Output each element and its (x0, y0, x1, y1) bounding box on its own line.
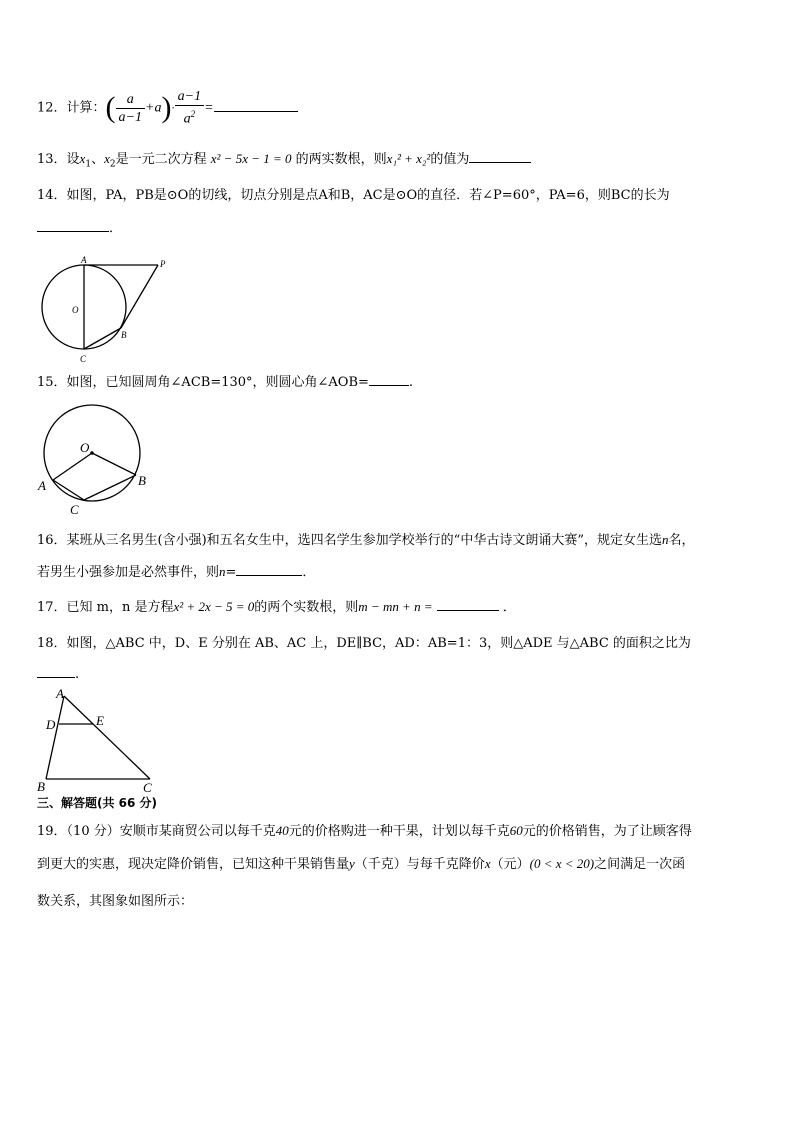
q15-label-c: C (70, 502, 79, 517)
question-19-line-3: 数关系，其图象如图所示： (37, 894, 194, 909)
question-18-line-2: . (37, 666, 79, 684)
q13-sep: 、 (91, 152, 105, 167)
q17-end: ． (502, 600, 516, 615)
q12-equals: = (204, 100, 214, 116)
q18-figure (34, 686, 164, 794)
q16-n: n (661, 532, 669, 547)
q15-answer-blank[interactable] (369, 385, 409, 386)
q12-answer-blank[interactable] (214, 111, 298, 112)
q14-label-b: B (121, 330, 127, 340)
q13-x1: x (79, 151, 86, 166)
q13-text-a: 13．设 (37, 152, 80, 167)
q19-x: x (484, 856, 491, 871)
q16-eq: = (225, 565, 237, 580)
q19-line2-text-b: （千克）与每千克降价 (354, 857, 485, 872)
q17-equation: x² + 2x − 5 = 0 (173, 599, 255, 614)
question-12: 12．计算：( $\frac{a}{a-1}$ +a)· $\frac{a-1}{a^2}$ = (37, 88, 298, 128)
q12-fraction-1: $\frac{a}{a-1}$ (116, 91, 145, 126)
q16-text-end: 名， (668, 533, 695, 548)
question-19-line-1 (37, 822, 692, 841)
question-18-line-1: 18．如图，△ABC 中，D、E 分别在 AB、AC 上，DE∥BC，AD：AB=1：3，则△ADE 与△ABC 的面积之比为 (37, 636, 691, 651)
question-17 (37, 598, 516, 617)
q15-radius-oa (53, 453, 92, 480)
q13-equation: x² − 5x − 1 = 0 (210, 151, 292, 166)
q15-radius-ob (92, 453, 136, 475)
q18-side-ab (46, 696, 64, 779)
q19-line2-text-c: （元） (490, 857, 530, 872)
q15-chord-ac (53, 480, 84, 500)
q17-text-a: 17．已知 m，n 是方程 (37, 600, 174, 615)
q19-text-b: 元的价格购进一种干果，计划以每千克 (288, 824, 510, 839)
q17-answer-blank[interactable] (437, 610, 499, 611)
q18-label-a: A (56, 686, 64, 701)
q16-n2: n (219, 564, 226, 579)
q18-label-d: D (46, 717, 56, 732)
question-16-line-2 (37, 563, 315, 582)
q13-answer-blank[interactable] (469, 162, 531, 163)
q14-label-c: C (80, 354, 87, 364)
q19-y: y (349, 856, 355, 871)
q18-label-b: B (37, 779, 45, 794)
q16-text: 16．某班从三名男生(含小强)和五名女生中，选四名学生参加学校举行的“中华古诗文朗诵大赛”，规定女生选 (37, 533, 662, 548)
q12-plus-a: +a (145, 100, 162, 116)
q18-answer-blank[interactable] (37, 677, 75, 678)
q13-sub2: 2 (109, 159, 116, 170)
q15-label-o: O (80, 440, 90, 455)
q13-text-c: 的两实数根，则 (295, 152, 387, 167)
q12-number: 12．计算： (37, 100, 106, 116)
q15-text: 15．如图，已知圆周角∠ACB=130°，则圆心角∠AOB= (37, 375, 369, 390)
q19-text-c: 元的价格销售，为了让顾客得 (522, 824, 692, 839)
q13-text-d: 的值为 (430, 152, 470, 167)
q17-expression: m − mn + n = (358, 599, 433, 614)
q17-text-b: 的两个实数根，则 (254, 600, 359, 615)
q19-line2-text-a: 到更大的实惠，现决定降价销售，已知这种干果销售量 (37, 857, 350, 872)
q13-x2: x (104, 151, 110, 166)
question-13 (37, 150, 531, 174)
question-15: 15．如图，已知圆周角∠ACB=130°，则圆心角∠AOB= . (37, 375, 414, 390)
question-14-line-2: ． (37, 220, 122, 238)
q12-fraction-2: $\frac{a-1}{a^2}$ (175, 88, 204, 128)
q15-label-b: B (138, 473, 146, 488)
q14-figure (36, 255, 176, 367)
q14-label-p: P (160, 259, 166, 269)
q15-center-dot (90, 451, 94, 455)
q19-60: 60 (509, 823, 523, 838)
q16-end: ． (302, 565, 316, 580)
q16-answer-blank[interactable] (236, 575, 302, 576)
q14-tangent-pb (121, 265, 158, 328)
q14-chord-bc (84, 328, 121, 349)
question-16-line-1 (37, 531, 695, 550)
q19-40: 40 (275, 823, 289, 838)
q14-label-o: O (72, 305, 79, 315)
q19-range: (0 < x < 20) (529, 856, 595, 871)
q13-sub1: 1 (85, 159, 92, 170)
q14-answer-blank[interactable] (37, 231, 109, 232)
q13-text-b: 是一元二次方程 (115, 152, 207, 167)
q15-chord-bc (84, 475, 136, 500)
question-14-line-1: 14．如图，PA，PB是⊙O的切线，切点分别是点A和B，AC是⊙O的直径．若∠P=60°，PA=6，则BC的长为 (37, 188, 670, 203)
q19-line2-text-d: 之间满足一次函 (594, 857, 686, 872)
q18-side-ac (64, 696, 150, 779)
q13-expression: x₁² + x₂² (386, 151, 431, 166)
q18-label-c: C (143, 780, 152, 794)
question-19-line-2 (37, 855, 685, 874)
q18-label-e: E (96, 713, 104, 728)
left-paren: ( (105, 91, 116, 124)
q15-figure (34, 400, 159, 520)
q19-text-a: 19．（10 分）安顺市某商贸公司以每千克 (37, 824, 276, 839)
q15-label-a: A (38, 478, 46, 493)
right-paren: ) (161, 91, 172, 124)
q14-label-a: A (81, 255, 87, 265)
q16-line-2-text: 若男生小强参加是必然事件，则 (37, 565, 220, 580)
section-title: 三、解答题(共 66 分) (37, 796, 158, 810)
